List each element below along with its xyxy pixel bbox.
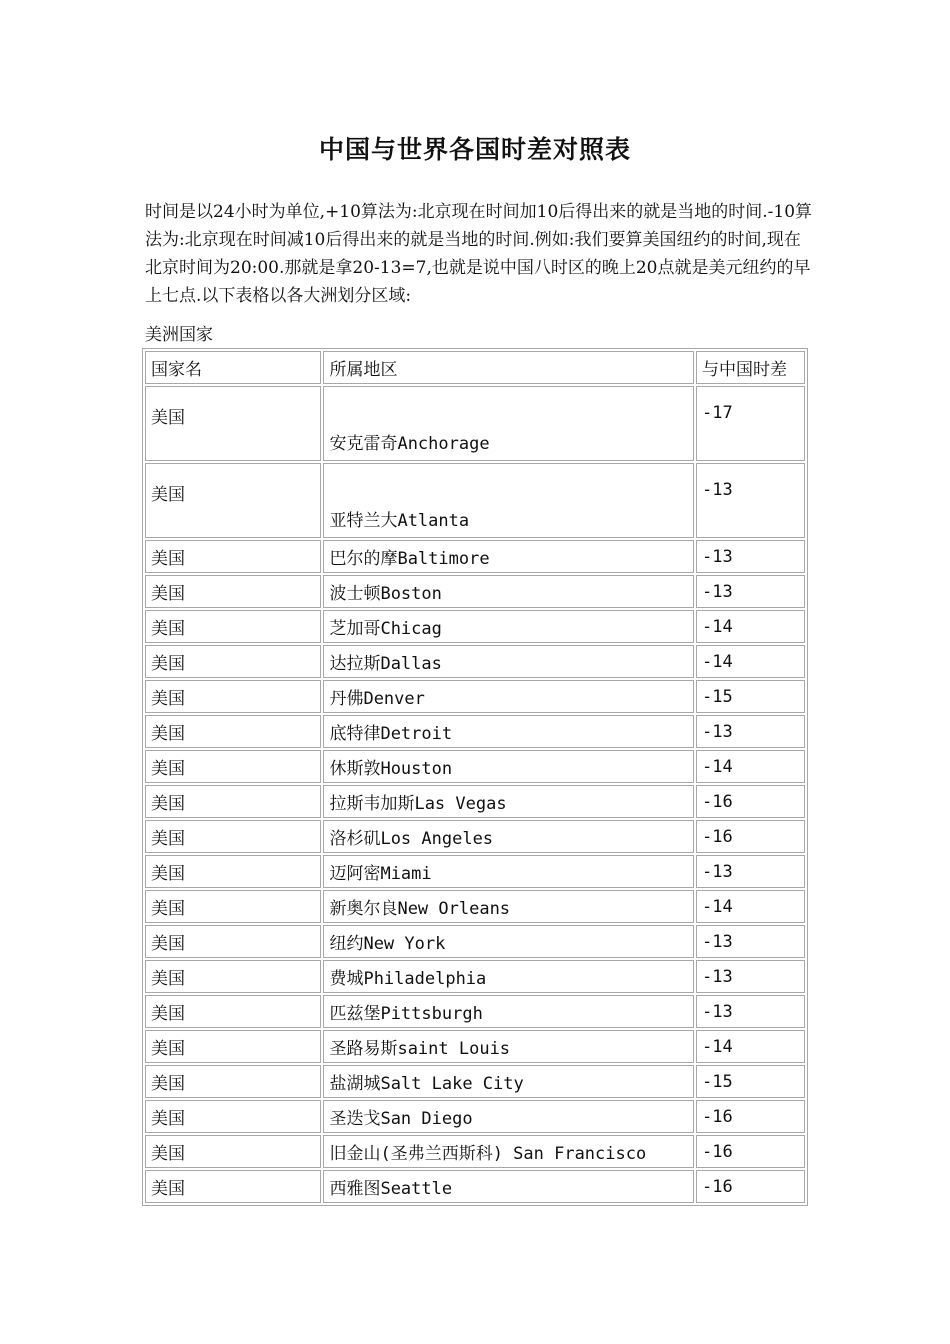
table-row [145,960,805,993]
time-difference-cell: -14 [696,890,805,923]
region-cell: 休斯敦Houston [323,750,694,783]
region-cell: 盐湖城Salt Lake City [323,1065,694,1098]
region-cell: 亚特兰大Atlanta [323,463,694,538]
header-time-difference: 与中国时差 [696,351,805,384]
time-difference-cell: -14 [696,645,805,678]
time-difference-cell: -16 [696,820,805,853]
time-difference-cell: -13 [696,855,805,888]
country-cell: 美国 [145,386,321,461]
table-row [145,1135,805,1168]
region-cell: 旧金山(圣弗兰西斯科) San Francisco [323,1135,694,1168]
time-difference-cell: -13 [696,575,805,608]
country-cell: 美国 [145,820,321,853]
time-difference-cell: -15 [696,680,805,713]
region-cell: 拉斯韦加斯Las Vegas [323,785,694,818]
country-cell: 美国 [145,575,321,608]
table-header-row [145,351,805,384]
section-title: 美洲国家 [145,325,213,345]
country-cell: 美国 [145,855,321,888]
table-row [145,855,805,888]
time-difference-cell: -14 [696,750,805,783]
table-row [145,890,805,923]
region-cell: 波士顿Boston [323,575,694,608]
country-cell: 美国 [145,610,321,643]
country-cell: 美国 [145,1065,321,1098]
region-cell: 芝加哥Chicag [323,610,694,643]
table-row [145,1030,805,1063]
table-row [145,386,805,461]
table-row [145,575,805,608]
header-country: 国家名 [145,351,321,384]
country-cell: 美国 [145,540,321,573]
time-difference-cell: -16 [696,1170,805,1203]
time-difference-cell: -13 [696,995,805,1028]
region-cell: 安克雷奇Anchorage [323,386,694,461]
table-row [145,925,805,958]
intro-paragraph: 时间是以24小时为单位,+10算法为:北京现在时间加10后得出来的就是当地的时间.-10算法为:北京现在时间减10后得出来的就是当地的时间.例如:我们要算美国纽约的时间,现在北京时间为20:00.那就是拿20-13=7,也就是说中国八时区的晚上20点就是美元纽约的早上七点.以下表格以各大洲划分区域: [145,202,813,306]
country-cell: 美国 [145,1135,321,1168]
country-cell: 美国 [145,960,321,993]
region-cell: 迈阿密Miami [323,855,694,888]
page-title: 中国与世界各国时差对照表 [318,135,631,164]
region-cell: 西雅图Seattle [323,1170,694,1203]
time-difference-cell: -13 [696,463,805,538]
region-cell: 圣迭戈San Diego [323,1100,694,1133]
table-row [145,1170,805,1203]
country-cell: 美国 [145,995,321,1028]
time-difference-cell: -13 [696,715,805,748]
country-cell: 美国 [145,1100,321,1133]
time-difference-cell: -17 [696,386,805,461]
region-cell: 底特律Detroit [323,715,694,748]
table-row [145,820,805,853]
time-difference-cell: -14 [696,610,805,643]
region-cell: 洛杉矶Los Angeles [323,820,694,853]
timezone-table-container [142,348,808,1206]
time-difference-cell: -16 [696,1135,805,1168]
time-difference-cell: -16 [696,785,805,818]
time-difference-cell: -13 [696,960,805,993]
region-cell: 达拉斯Dallas [323,645,694,678]
country-cell: 美国 [145,715,321,748]
country-cell: 美国 [145,645,321,678]
timezone-table [142,348,808,1206]
country-cell: 美国 [145,925,321,958]
table-row [145,995,805,1028]
time-difference-cell: -14 [696,1030,805,1063]
country-cell: 美国 [145,1170,321,1203]
country-cell: 美国 [145,890,321,923]
country-cell: 美国 [145,785,321,818]
time-difference-cell: -13 [696,540,805,573]
region-cell: 圣路易斯saint Louis [323,1030,694,1063]
table-row [145,1100,805,1133]
time-difference-cell: -13 [696,925,805,958]
header-region: 所属地区 [323,351,694,384]
country-cell: 美国 [145,463,321,538]
table-row [145,750,805,783]
table-row [145,463,805,538]
table-row [145,785,805,818]
table-row [145,540,805,573]
country-cell: 美国 [145,1030,321,1063]
region-cell: 纽约New York [323,925,694,958]
region-cell: 巴尔的摩Baltimore [323,540,694,573]
time-difference-cell: -16 [696,1100,805,1133]
region-cell: 费城Philadelphia [323,960,694,993]
table-row [145,610,805,643]
region-cell: 丹佛Denver [323,680,694,713]
table-row [145,645,805,678]
table-row [145,1065,805,1098]
region-cell: 匹兹堡Pittsburgh [323,995,694,1028]
table-row [145,715,805,748]
time-difference-cell: -15 [696,1065,805,1098]
table-row [145,680,805,713]
country-cell: 美国 [145,750,321,783]
country-cell: 美国 [145,680,321,713]
region-cell: 新奥尔良New Orleans [323,890,694,923]
